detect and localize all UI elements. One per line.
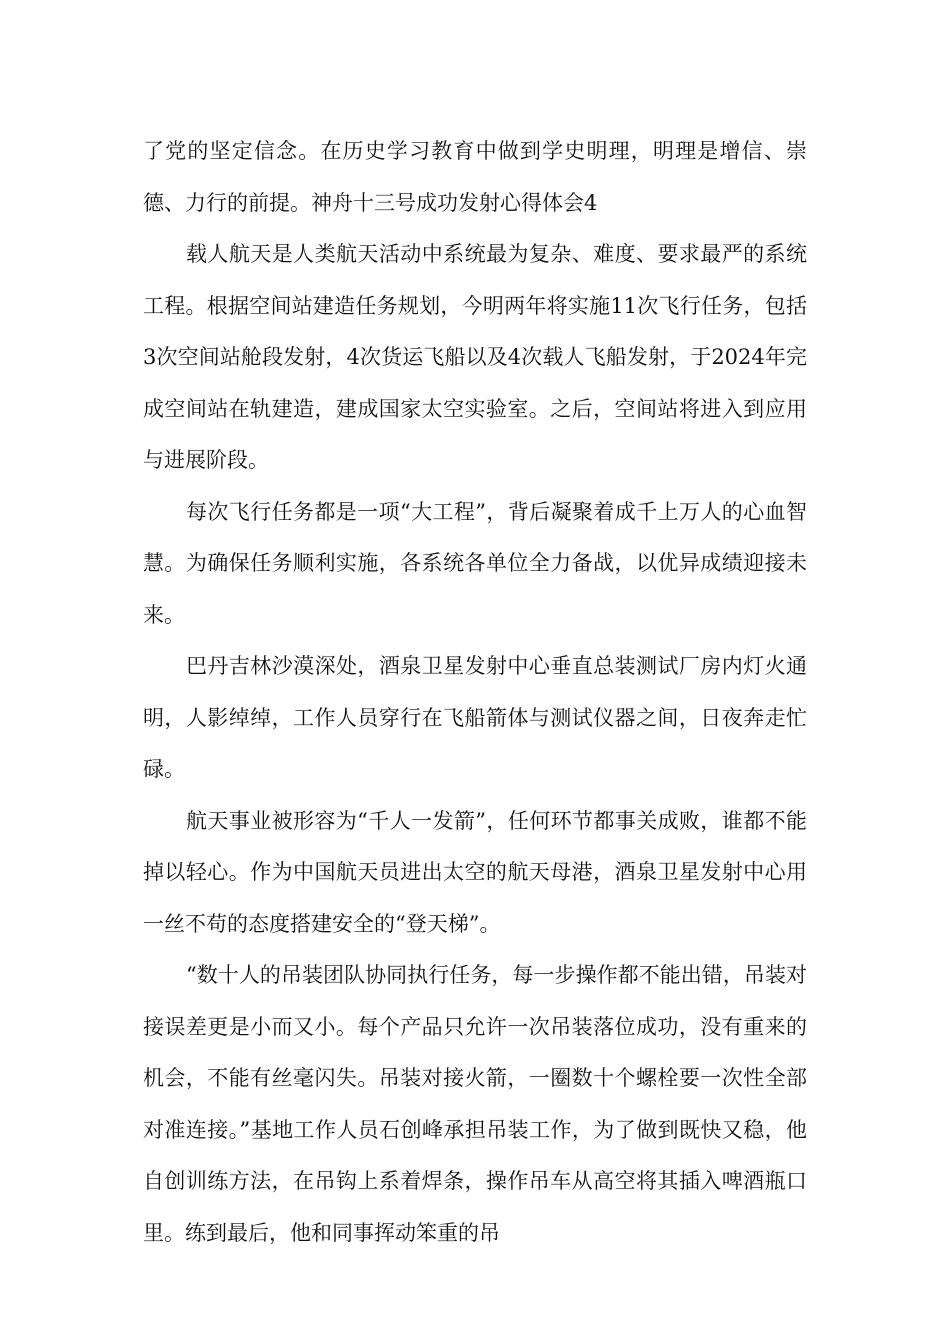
paragraph: 每次飞行任务都是一项“大工程”，背后凝聚着成千上万人的心血智慧。为确保任务顺利实施，各系统各单位全力备战，以优异成绩迎接未来。 <box>143 499 807 627</box>
paragraph: 巴丹吉林沙漠深处，酒泉卫星发射中心垂直总装测试厂房内灯火通明，人影绰绰，工作人员穿行在飞船箭体与测试仪器之间，日夜奔走忙碌。 <box>143 654 807 781</box>
document-body <box>143 126 807 1259</box>
paragraph: 载人航天是人类航天活动中系统最为复杂、难度、要求最严的系统工程。根据空间站建造任务规划，今明两年将实施11次飞行任务，包括3次空间站舱段发射，4次货运飞船以及4次载人飞船发射，于2024年完成空间站在轨建造，建成国家太空实验室。之后，空间站将进入到应用与进展阶段。 <box>143 242 807 472</box>
paragraph: 航天事业被形容为“千人一发箭”，任何环节都事关成败，谁都不能掉以轻心。作为中国航天员进出太空的航天母港，酒泉卫星发射中心用一丝不苟的态度搭建安全的“登天梯”。 <box>143 808 807 936</box>
paragraph: “数十人的吊装团队协同执行任务，每一步操作都不能出错，吊装对接误差更是小而又小。每个产品只允许一次吊装落位成功，没有重来的机会，不能有丝毫闪失。吊装对接火箭，一圈数十个螺栓要一次性全部对准连接。”基地工作人员石创峰承担吊装工作，为了做到既快又稳，他自创训练方法，在吊钩上系着焊条，操作吊车从高空将其插入啤酒瓶口里。练到最后，他和同事挥动笨重的吊 <box>143 963 807 1245</box>
paragraph: 了党的坚定信念。在历史学习教育中做到学史明理，明理是增信、崇德、力行的前提。神舟十三号成功发射心得体会4 <box>143 139 807 215</box>
